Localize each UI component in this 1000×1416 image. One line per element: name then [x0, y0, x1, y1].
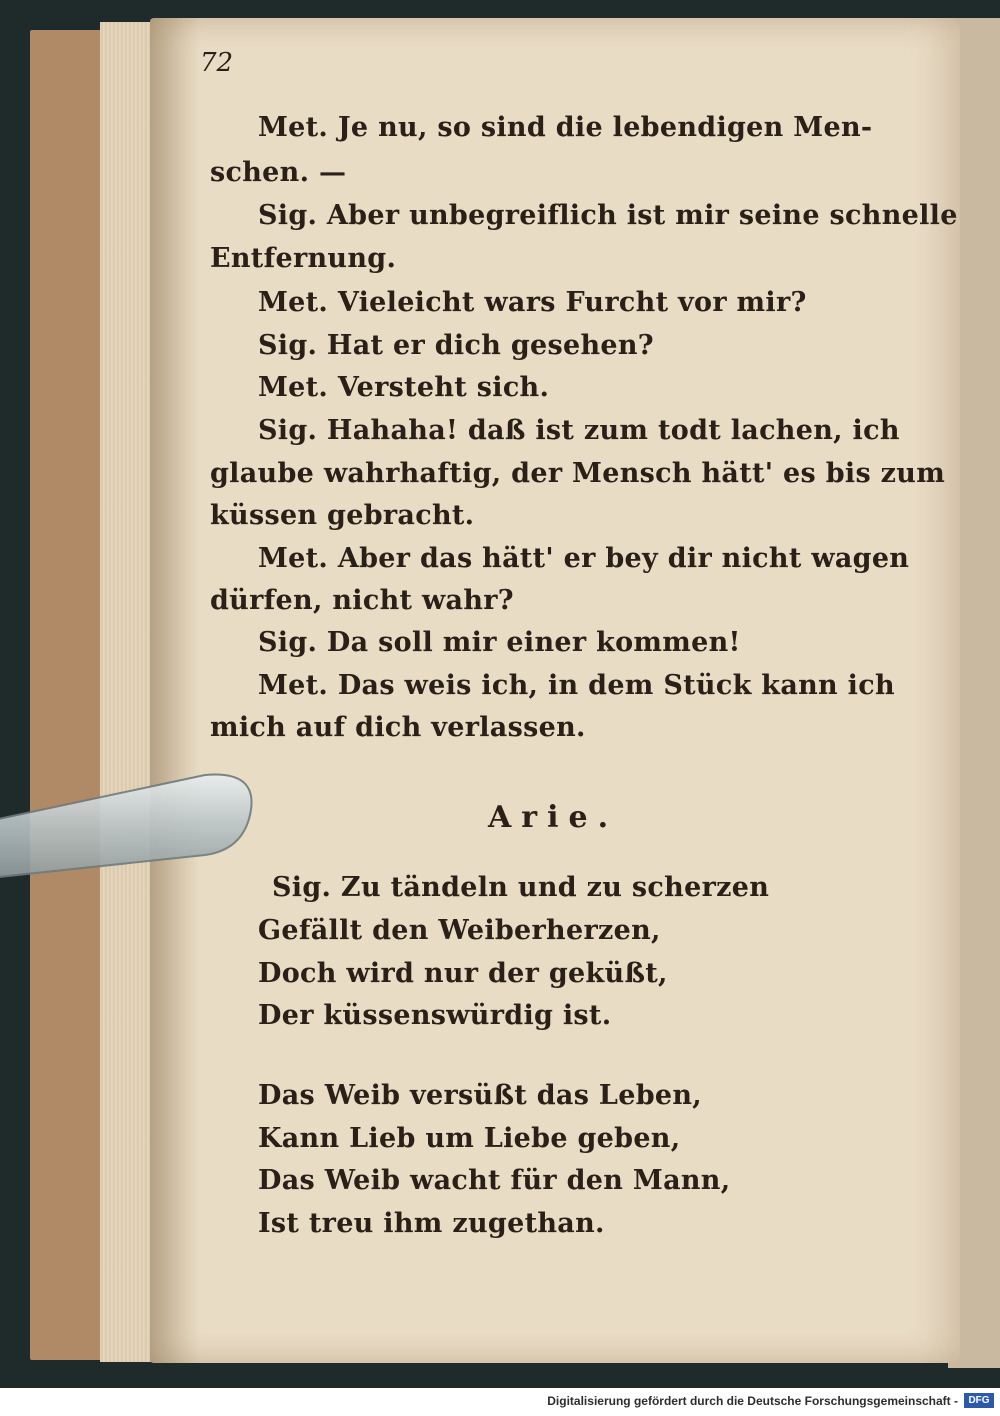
text-line-14: Met. Das weis ich, in dem Stück kann ich — [258, 670, 895, 701]
text-line-13: Sig. Da soll mir einer kommen! — [258, 627, 741, 658]
text-line-4: Entfernung. — [210, 243, 397, 274]
page-weight-clip — [0, 770, 270, 880]
text-line-8: Sig. Hahaha! daß ist zum todt lachen, ich — [258, 415, 900, 446]
text-line-3: Sig. Aber unbegreiflich ist mir seine schnelle — [258, 200, 958, 231]
text-line-5: Met. Vieleicht wars Furcht vor mir? — [258, 287, 807, 318]
text-line-11: Met. Aber das hätt' er bey dir nicht wagen — [258, 543, 910, 574]
dfg-logo: DFG — [964, 1393, 994, 1408]
page-number: 72 — [200, 48, 234, 78]
text-line-15: mich auf dich verlassen. — [210, 712, 586, 743]
verse-2-line-3: Das Weib wacht für den Mann, — [258, 1165, 731, 1196]
text-line-10: küssen gebracht. — [210, 500, 475, 531]
verse-2-line-2: Kann Lieb um Liebe geben, — [258, 1123, 681, 1154]
verse-1-line-3: Doch wird nur der geküßt, — [258, 958, 668, 989]
funding-credit: Digitalisierung gefördert durch die Deutsche Forschungsgemeinschaft - — [547, 1394, 958, 1408]
text-line-12: dürfen, nicht wahr? — [210, 585, 514, 616]
verse-1-line-4: Der küssenswürdig ist. — [258, 1000, 612, 1031]
section-heading: Arie. — [488, 800, 619, 835]
footer-bar — [0, 1388, 1000, 1416]
page-gutter-shadow — [150, 18, 200, 1363]
text-line-7: Met. Versteht sich. — [258, 372, 550, 403]
text-line-1: Met. Je nu, so sind die lebendigen Men- — [258, 112, 873, 143]
text-line-2: schen. — — [210, 157, 347, 188]
verse-1-line-1: Sig. Zu tändeln und zu scherzen — [272, 872, 770, 903]
verse-1-line-2: Gefällt den Weiberherzen, — [258, 915, 661, 946]
text-line-9: glaube wahrhaftig, der Mensch hätt' es bis zum — [210, 458, 946, 489]
verse-2-line-1: Das Weib versüßt das Leben, — [258, 1080, 702, 1111]
verse-2-line-4: Ist treu ihm zugethan. — [258, 1208, 605, 1239]
text-line-6: Sig. Hat er dich gesehen? — [258, 330, 654, 361]
